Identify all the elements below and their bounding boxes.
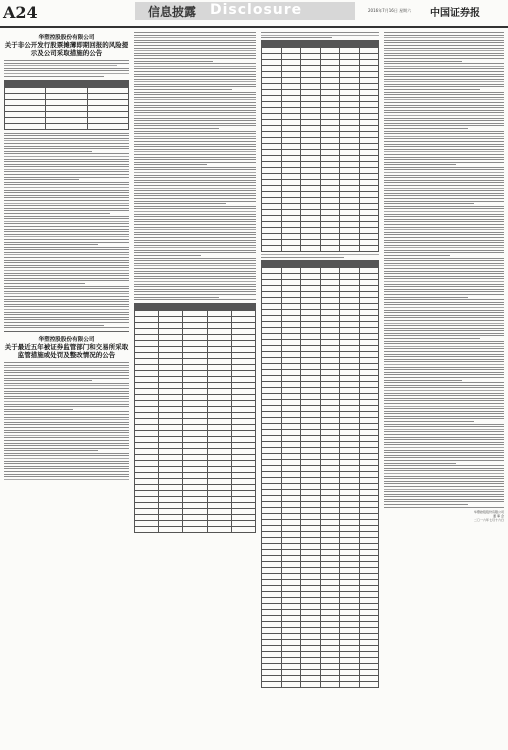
column-4 <box>384 32 504 524</box>
section-title: 信息披露 <box>148 5 197 19</box>
article-1-body <box>4 60 129 77</box>
article-2-body <box>4 362 129 480</box>
article-1-company: 华塑控股股份有限公司 <box>38 35 95 41</box>
column-2 <box>134 32 256 533</box>
column-3-table-2 <box>261 260 379 688</box>
column-2-body-top <box>134 32 256 300</box>
article-2-headline: 关于最近五年被证券监管部门和交易所采取监管措施或处罚及整改情况的公告 <box>4 343 129 359</box>
issue-date: 2016年7月16日 星期六 <box>368 8 412 13</box>
column-3-table-1 <box>261 40 379 252</box>
section-title-en: Disclosure <box>210 2 303 18</box>
column-3-note <box>261 254 379 258</box>
column-2-table <box>134 303 256 533</box>
article-1-headline: 关于非公开发行股票摊薄即期回报的风险提示及公司采取措施的公告 <box>4 41 129 57</box>
signature-date: 二〇一六年七月十六日 <box>473 517 504 522</box>
signature-company: 华塑控股股份有限公司 <box>473 509 504 514</box>
article-2-company: 华塑控股股份有限公司 <box>38 337 95 344</box>
signature-role: 董 事 会 <box>493 513 504 518</box>
signature-block <box>384 510 504 522</box>
article-1-body-continued <box>4 133 129 329</box>
paper-name: 中国证券报 <box>430 8 480 19</box>
column-3 <box>261 32 379 688</box>
column-1 <box>4 32 129 481</box>
page-number: A24 <box>3 3 38 22</box>
column-3-intro <box>261 32 379 38</box>
article-1-table <box>4 80 129 130</box>
column-4-body <box>384 32 504 508</box>
masthead <box>0 0 508 28</box>
